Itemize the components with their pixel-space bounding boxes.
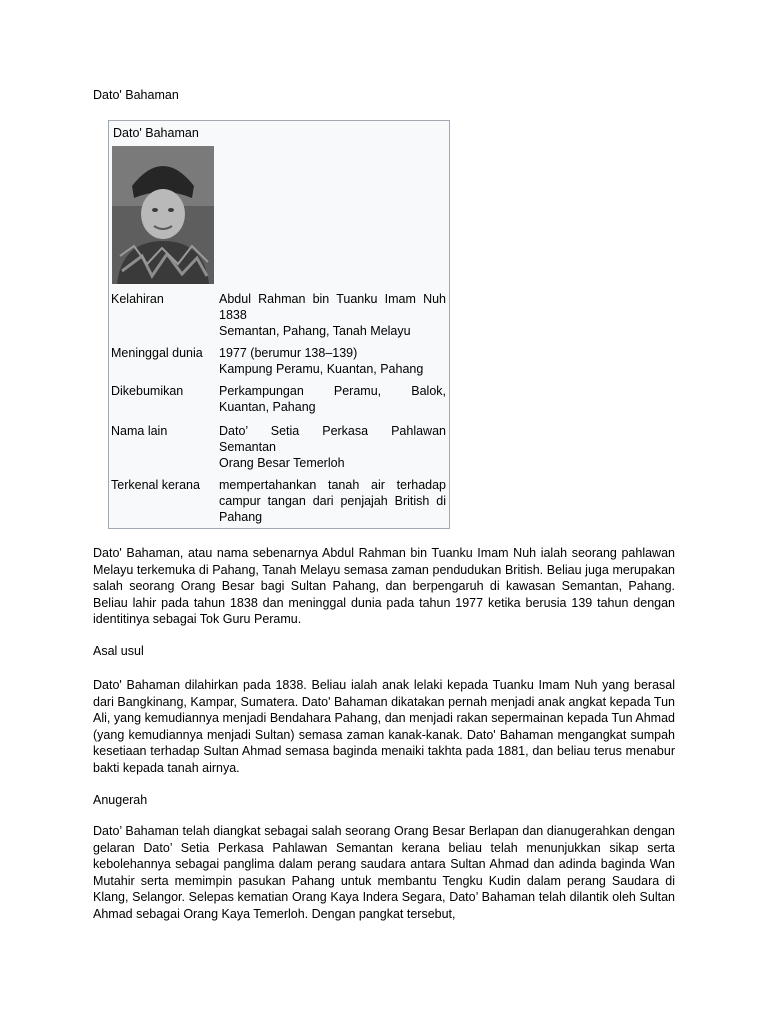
portrait-image — [112, 146, 214, 284]
infobox-label: Terkenal kerana — [111, 478, 200, 492]
infobox-value — [219, 345, 446, 377]
intro-text: Dato' Bahaman, atau nama sebenarnya Abdul Rahman bin Tuanku Imam Nuh ialah seorang pahlawan Melayu terkemuka di Pahang, Tanah Melayu semasa zaman pendudukan British. Beliau juga merupakan salah seorang Orang Besar bagi Sultan Pahang, dan berpengaruh di kawasan Semantan, Pahang. Beliau lahir pada tahun 1838 dan meninggal dunia pada tahun 1977 ketika berusia 139 tahun dengan identitinya sebagai Tok Guru Peramu. — [93, 546, 675, 626]
infobox-value-line: Orang Besar Temerloh — [219, 456, 345, 470]
infobox-value-line: Kampung Peramu, Kuantan, Pahang — [219, 362, 424, 376]
intro-paragraph — [93, 545, 675, 628]
infobox-value-line: 1977 (berumur 138–139) — [219, 346, 358, 360]
page-title: Dato' Bahaman — [93, 88, 179, 102]
portrait-photo — [112, 146, 214, 284]
infobox-label: Meninggal dunia — [111, 346, 203, 360]
infobox-value-line: Semantan, Pahang, Tanah Melayu — [219, 324, 411, 338]
infobox-value-line: Abdul Rahman bin Tuanku Imam Nuh 1838 — [219, 292, 446, 322]
section-paragraph-anugerah — [93, 823, 675, 922]
section-heading-asal-usul: Asal usul — [93, 644, 144, 658]
infobox-value: mempertahankan tanah air terhadap campur tangan dari penjajah British di Pahang — [219, 478, 446, 524]
section-text: Dato' Bahaman dilahirkan pada 1838. Beliau ialah anak lelaki kepada Tuanku Imam Nuh yang berasal dari Bangkinang, Kampar, Sumatera. Dato' Bahaman dikatakan pernah menjadi anak angkat kepada Tun Ali, yang kemudiannya menjadi Bendahara Pahang, dan menjadi rakan sepermainan kepada Tun Ahmad (yang kemudiannya menjadi Sultan) semasa zaman kanak-kanak. Dato' Bahaman mengangkat sumpah kesetiaan terhadap Sultan Ahmad semasa baginda menaiki takhta pada 1881, dan beliau terus menabur bakti kepada tanah airnya. — [93, 678, 675, 775]
infobox-value: Perkampungan Peramu, Balok, Kuantan, Pahang — [219, 384, 446, 414]
infobox — [108, 120, 450, 529]
infobox-label: Nama lain — [111, 424, 168, 438]
section-text: Dato’ Bahaman telah diangkat sebagai salah seorang Orang Besar Berlapan dan dianugerahkan dengan gelaran Dato’ Setia Perkasa Pahlawan Semantan kerana beliau telah menunjukkan sikap serta kebolehannya sebagai panglima dalam perang saudara antara Sultan Ahmad dan adinda baginda Wan Mutahir serta memimpin pasukan Pahang untuk membantu Tengku Kudin dalam perang Saudara di Klang, Selangor. Selepas kematian Orang Kaya Indera Segara, Dato’ Bahaman telah dilantik oleh Sultan Ahmad sebagai Orang Kaya Temerloh. Dengan pangkat tersebut, — [93, 824, 675, 921]
section-paragraph-asal-usul — [93, 677, 675, 776]
infobox-value — [219, 423, 446, 471]
section-heading-anugerah: Anugerah — [93, 793, 148, 807]
infobox-value — [219, 291, 446, 339]
infobox-title: Dato' Bahaman — [113, 126, 199, 140]
infobox-label: Dikebumikan — [111, 384, 184, 398]
infobox-value-line: Dato’ Setia Perkasa Pahlawan Semantan — [219, 424, 446, 454]
infobox-label: Kelahiran — [111, 292, 164, 306]
